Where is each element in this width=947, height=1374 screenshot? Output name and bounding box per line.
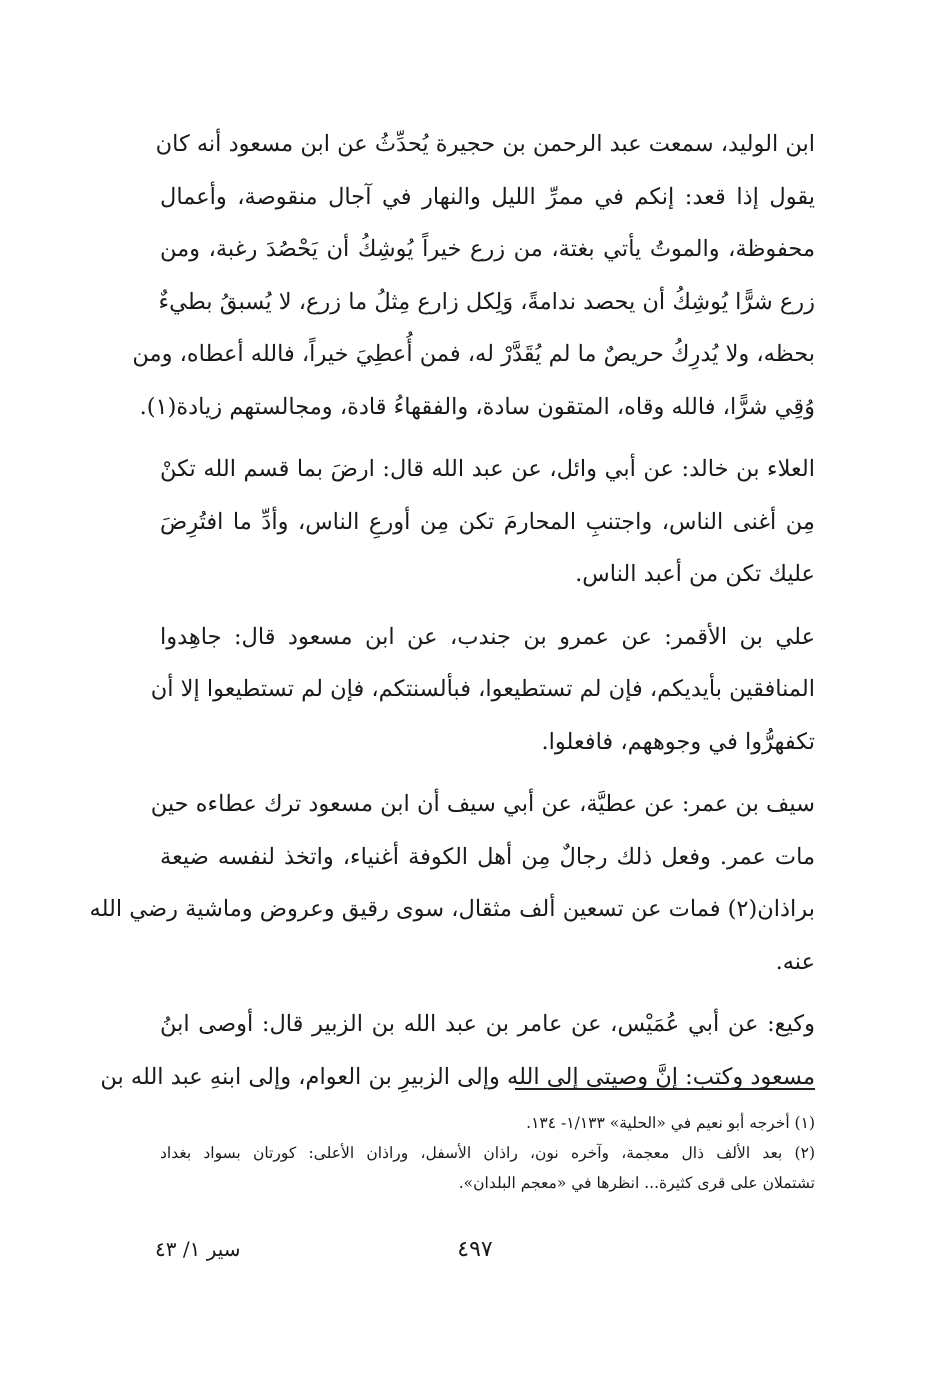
text-line: ابن الوليد، سمعت عبد الرحمن بن حجيرة يُحدِّثُ عن ابن مسعود أنه كان [155,131,815,157]
text-line: عنه. [775,948,815,975]
main-text [89,118,815,1113]
paragraph-alala-bin-khalid [160,443,815,601]
text-line: محفوظة، والموتُ يأتي بغتة، من زرع خيراً يُوشِكُ أن يَحْصُدَ رغبة، ومن [160,236,815,262]
text-line: تكفهرُّوا في وجوههم، فافعلوا. [541,728,815,755]
text-line: وُقِي شرًّا، فالله وقاه، المتقون سادة، والفقهاءُ قادة، ومجالستهم زيادة(١). [139,393,815,420]
text-line: زرع شرًّا يُوشِكُ أن يحصد ندامةً، وَلِكل زارع مِثلُ ما زرع، لا يُسبقُ بطيءٌ [158,288,815,315]
text-line: بحظه، ولا يُدرِكُ حريصٌ ما لم يُقَدَّرْ له، فمن أُعطِيَ خيراً، فالله أعطاه، ومن [132,341,815,367]
printer-signature: سير ١/ ٤٣ [155,1237,241,1261]
text-line: عليك تكن من أعبد الناس. [575,561,815,587]
text-line: براذان(٢) فمات عن تسعين ألف مثقال، سوى رقيق وعروض وماشية رضي الله [89,896,815,922]
text-line: يقول إذا قعد: إنكم في ممرِّ الليل والنهار في آجال منقوصة، وأعمال [160,183,815,210]
footnote-separator [515,1088,815,1090]
text-line: مِن أغنى الناس، واجتنبِ المحارمَ تكن مِن أورعِ الناس، وأدِّ ما افتُرِضَ [160,508,815,535]
text-line: مات عمر. وفعل ذلك رجالٌ مِن أهل الكوفة أغنياء، واتخذ لنفسه ضيعة [160,843,815,870]
paragraph-ibn-masud-saying [132,118,815,433]
text-line: سيف بن عمر: عن عطيَّة، عن أبي سيف أن ابن مسعود ترك عطاءه حين [150,791,815,817]
paragraph-ali-bin-alaqmar [150,611,815,769]
footnote-2-continued: تشتملان على قرى كثيرة... انظرها في «معجم البلدان». [458,1174,815,1192]
text-line: العلاء بن خالد: عن أبي وائل، عن عبد الله قال: ارضَ بما قسم الله تكنْ [160,456,815,482]
text-line: وكيع: عن أبي عُمَيْس، عن عامر بن عبد الله بن الزبير قال: أوصى ابنُ [160,1011,815,1037]
text-line: مسعود وكتب: إنَّ وصيتي إلى الله وإلى الزبيرِ بن العوام، وإلى ابنهِ عبد الله بن [100,1063,815,1090]
text-line: علي بن الأقمر: عن عمرو بن جندب، عن ابن مسعود قال: جاهِدوا [160,623,815,650]
page-number: ٤٩٧ [457,1237,493,1262]
footnote-1: (١) أخرجه أبو نعيم في «الحلية» ١/١٣٣- ١٣٤. [526,1114,815,1132]
footnotes [160,1108,815,1198]
paragraph-sayf-bin-umar [89,778,815,988]
text-line: المنافقين بأيديكم، فإن لم تستطيعوا، فبألسنتكم، فإن لم تستطيعوا إلا أن [150,676,815,702]
footnote-2: (٢) بعد الألف ذال معجمة، وآخره نون، راذان الأسفل، وراذان الأعلى: كورتان بسواد بغداد [160,1144,815,1162]
